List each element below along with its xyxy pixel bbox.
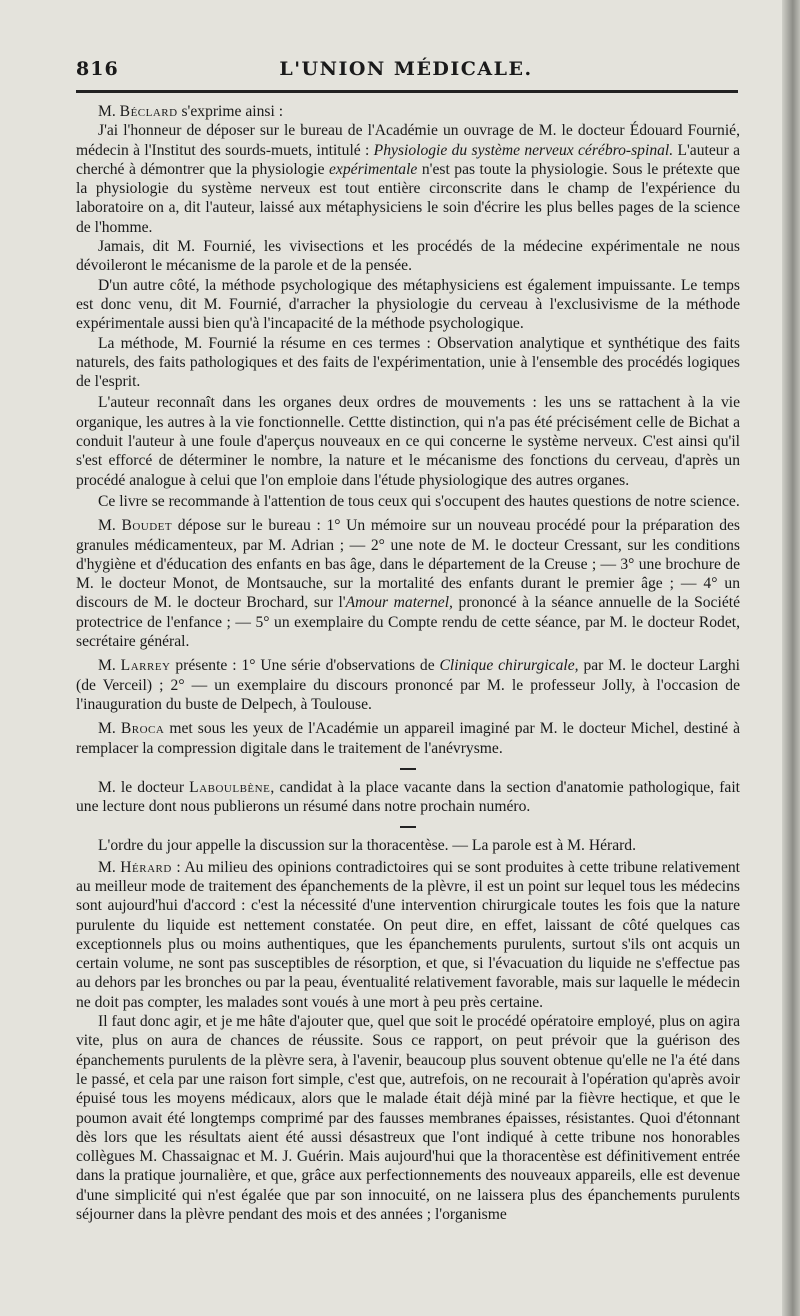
paragraph-mouvements [76, 393, 740, 489]
paragraph-text: : Au milieu des opinions contradictoires qui se sont produites à cette tribune relativement au meilleur mode de traitement des épanchements de la plèvre, il est un point sur lequel tous les médecins sont aujourd'hui d'accord : c'est la nécessité d'une intervention chirurgicale toutes les fois que la nature purulente du liquide est nettement constatée. On peut dire, en effet, laissant de côté quelques cas exceptionnels plus ou moins authentiques, que les épanchements purulents, surtout s'ils ont acquis un certain volume, ne sont pas susceptibles de résorption, et que, si l'évacuation du liquide ne s'effectue pas au dehors par les bronches ou par la peau, éventualité relativement favorable, mais sur laquelle le médecin ne doit pas compter, les malades sont voués à une mort à peu près certaine. [76, 858, 740, 1011]
paragraph-il-faut-agir [76, 1012, 740, 1224]
speaker-name: Larrey [120, 657, 171, 675]
article-body [76, 102, 740, 1224]
paragraph-text: Jamais, dit M. Fournié, les vivisections et les procédés de la médecine expérimentale ne nous dévoileront le mécanisme de la parole et de la pensée. [76, 238, 740, 275]
emphasis-text: expérimentale [329, 160, 418, 178]
paragraph-herard [76, 858, 740, 1012]
paragraph-text: dépose sur le bureau : 1° Un mémoire sur un nouveau procédé pour la préparation des granules médicamenteux, par M. Adrian ; — 2° une note de M. le docteur Cressant, sur les conditions d'hygiène et d'éducation des enfants en bas âge, dans le département de la Creuse ; — 3° une brochure de M. le docteur Monot, de Montsauche, sur la mortalité des enfants durant le premier âge ; — 4° un discours de M. le docteur Brochard, sur l' [76, 517, 740, 612]
page-header [76, 58, 736, 88]
page-number: 816 [76, 58, 119, 80]
paragraph-laboulbene [76, 778, 740, 817]
paragraph-autre-cote [76, 276, 740, 334]
paragraph-text: Il faut donc agir, et je me hâte d'ajouter que, quel que soit le procédé opératoire employé, plus on agira vite, plus on aura de chances de réussite. Sous ce rapport, on peut prévoir que la guérison des épanchements purulents de la plèvre sera, à l'avenir, beaucoup plus souvent obtenue qu'elle ne l'a été dans le passé, et cela par une raison fort simple, c'est que, autrefois, on ne recourait à l'opération qu'après avoir épuisé tous les moyens médicaux, alors que le malade était déjà miné par la fièvre hectique, et que le poumon avait été longtemps comprimé par des fausses membranes épaisses, résistantes. Quoi d'étonnant dès lors que les résultats aient été aussi désastreux que l'ont indiqué à cette tribune nos honorables collègues M. Chassaignac et M. J. Guérin. Mais aujourd'hui que la thoracentèse est définitivement entrée dans la pratique journalière, et que, grâce aux perfectionnements des nouveaux appareils, elle est devenue d'une simplicité qui n'est égalée que par son innocuité, on ne laissera plus des épanchements purulents séjourner dans la plèvre pendant des mois et des années ; l'organisme [76, 1013, 740, 1224]
speaker-name: Béclard [119, 103, 178, 120]
section-separator [400, 826, 416, 828]
paragraph-larrey [76, 656, 740, 714]
speaker-prefix: M. [98, 858, 121, 876]
speaker-prefix: M. [98, 720, 121, 738]
paragraph-text: , candidat à la place vacante dans la section d'anatomie pathologique, fait une lecture dont nous publierons un résumé dans notre prochain numéro. [76, 778, 740, 816]
paragraph-text: s'exprime ainsi : [177, 103, 284, 120]
paragraph-text: L'auteur reconnaît dans les organes deux ordres de mouvements : les uns se rattachent à la vie organique, les autres à la vie fonctionnelle. Cettte distinction, qui n'a pas été précisément celle de Bichat a conduit l'auteur à une foule d'aperçus nouveaux en ce qui concerne le système nerveux. C'est ainsi qu'il s'est efforcé de déterminer le nombre, la nature et le mécanisme des fonctions du cerveau, d'après un procédé analogue à celui que l'on emploie dans l'étude physiologique des autres organes. [76, 394, 740, 489]
paragraph-methode [76, 334, 740, 392]
paragraph-text: met sous les yeux de l'Académie un appareil imaginé par M. le docteur Michel, destiné à remplacer la compression digitale dans le traitement de l'anévrysme. [76, 720, 740, 757]
paragraph-text: L'ordre du jour appelle la discussion sur la thoracentèse. — La parole est à M. Hérard. [98, 837, 637, 855]
book-title: Physiologie du système nerveux cérébro-spinal. [373, 141, 674, 159]
paragraph-jamais [76, 237, 740, 276]
page-binding-edge [782, 0, 800, 1316]
paragraph-text: présente : 1° Une série d'observations de [170, 657, 440, 675]
paragraph-text: J'ai l'honneur de déposer sur le bureau de l'Académie un ouvrage de M. le docteur Édouard Fournié, médecin à l'Institut des sourds-muets, intitulé : [76, 122, 740, 159]
header-rule [76, 90, 738, 93]
section-separator [400, 768, 416, 770]
paragraph-text: D'un autre côté, la méthode psychologique des métaphysiciens est également impuissante. Le temps est donc venu, dit M. Fournié, d'arracher la physiologie du cerveau à l'exclusivisme de la méthode expérimentale aussi bien qu'à l'incapacité de la méthode psychologique. [76, 276, 740, 333]
paragraph-ordre-du-jour [76, 836, 740, 855]
running-title: L'UNION MÉDICALE. [279, 58, 533, 80]
speaker-prefix: M. [98, 103, 120, 120]
paragraph-text: Ce livre se recommande à l'attention de tous ceux qui s'occupent des hautes questions de notre science. [98, 492, 740, 510]
paragraph-boudet [76, 516, 740, 651]
paragraph-text: par M. le docteur Larghi (de Verceil) ; 2° — un exemplaire du discours prononcé par M. le professeur Jolly, à l'occasion de l'inauguration du buste de Delpech, à Toulouse. [76, 657, 740, 713]
speaker-name: Hérard [120, 858, 172, 876]
speaker-prefix: M. [98, 657, 121, 675]
paragraph-broca [76, 719, 740, 758]
paragraph-text: L'auteur a cherché à démontrer que la physiologie [76, 141, 740, 178]
paragraph-text: prononcé à la séance annuelle de la Société protectrice de l'enfance ; — 5° un exemplaire du Compte rendu de cette séance, par M. le docteur Rodet, secrétaire général. [76, 594, 740, 651]
book-title: Amour maternel, [345, 594, 453, 612]
paragraph-ouvrage [76, 121, 740, 237]
speaker-name: Broca [120, 720, 165, 738]
paragraph-text: n'est pas toute la physiologie. Sous le prétexte que la physiologie du système nerveux est tout entière circonscrite dans le champ de l'expérience du laboratoire on a, dit l'auteur, laissé aux métaphysiciens le soin d'écrire les plus belles pages de la science de l'homme. [76, 160, 740, 236]
paragraph-beclard [76, 102, 740, 121]
speaker-prefix: M. le docteur [98, 778, 190, 796]
speaker-name: Laboulbène [189, 778, 271, 796]
book-title: Clinique chirurgicale, [439, 657, 579, 675]
paragraph-recommande [76, 492, 740, 511]
speaker-prefix: M. [98, 517, 122, 535]
paragraph-text: La méthode, M. Fournié la résume en ces termes : Observation analytique et synthétique des faits naturels, des faits pathologiques et des faits de l'expérimentation, unie à l'ensemble des procédés logiques de l'esprit. [76, 334, 740, 391]
speaker-name: Boudet [121, 517, 173, 535]
